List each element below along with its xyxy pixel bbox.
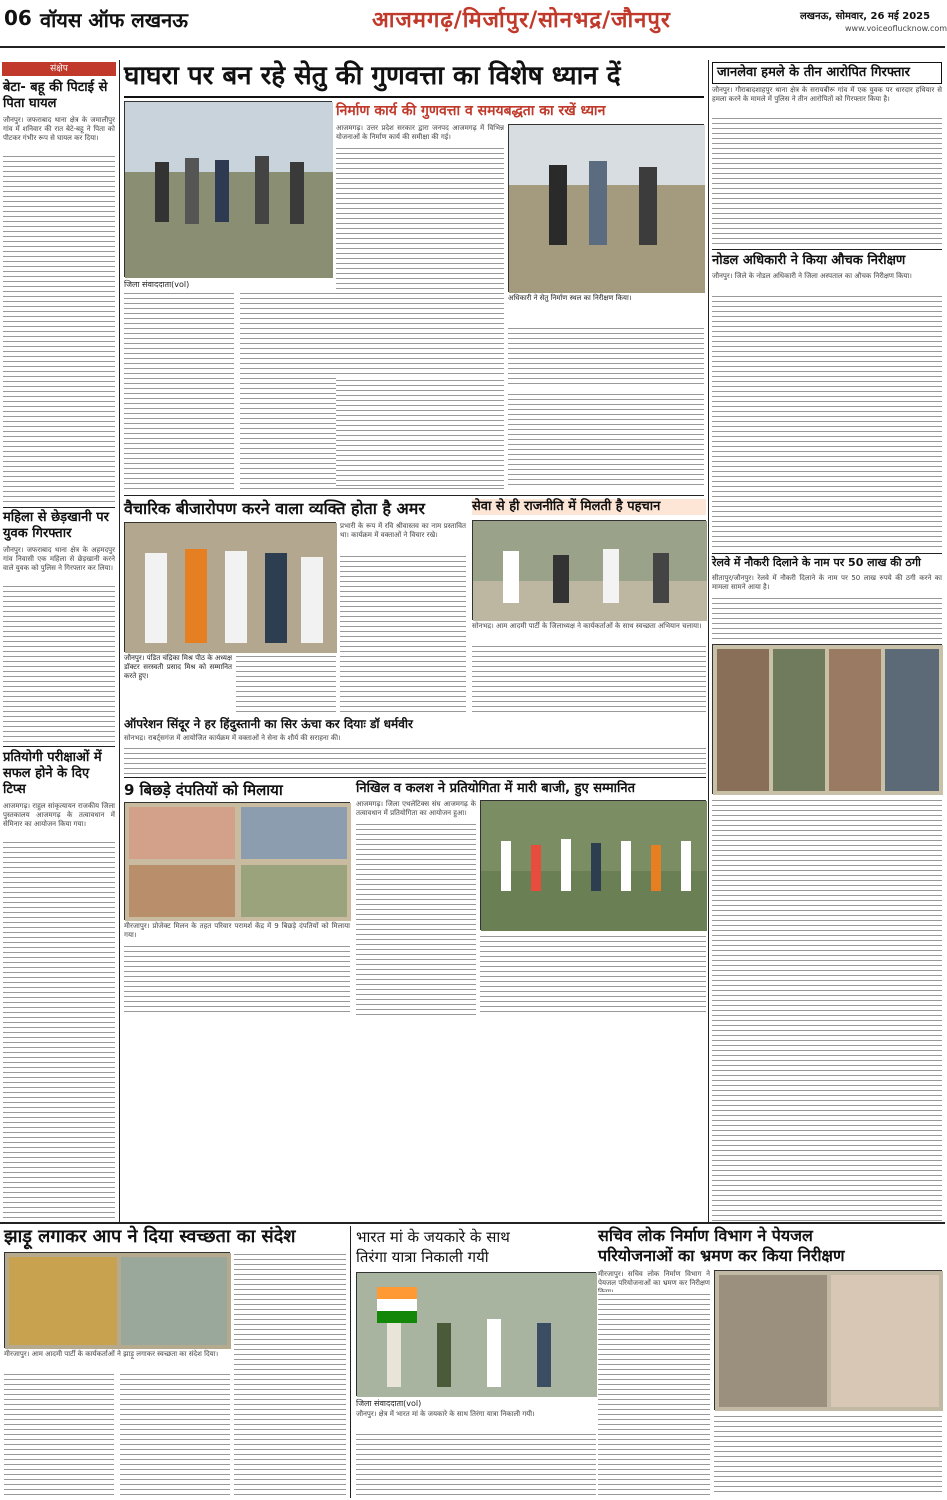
top-story-body-a bbox=[124, 291, 234, 491]
mid-body-1a bbox=[236, 654, 336, 712]
mid-body-5a bbox=[356, 822, 476, 1016]
district-banner: आजमगढ़/मिर्जापुर/सोनभद्र/जौनपुर bbox=[372, 8, 671, 33]
sidebar-lead-3: आजमगढ़। राहुल सांकृत्यायन राजकीय जिला पुस्तकालय आजमगढ़ के तत्वावधान में सेमिनार का आयोजन किया गया। bbox=[3, 802, 115, 828]
photo-illustration bbox=[509, 125, 705, 293]
sidebar-lead-2: जौनपुर। जफराबाद थाना क्षेत्र के अहमदपुर गांव निवासी एक महिला से छेड़खानी करने वाले युवक को पुलिस ने गिरफ्तार कर लिया। bbox=[3, 546, 115, 572]
photo-illustration bbox=[125, 523, 337, 653]
bottom-body-3a bbox=[598, 1292, 710, 1496]
photo-illustration bbox=[5, 1253, 231, 1349]
divider bbox=[712, 249, 942, 250]
right-lead-2: जौनपुर। जिले के नोडल अधिकारी ने जिला अस्पताल का औचक निरीक्षण किया। bbox=[712, 272, 912, 280]
photo-illustration bbox=[357, 1273, 597, 1397]
photo-illustration bbox=[481, 801, 707, 931]
right-headline-2[interactable]: नोडल अधिकारी ने किया औचक निरीक्षण bbox=[712, 253, 906, 268]
page-number: 06 bbox=[4, 6, 32, 30]
right-headline-3[interactable]: रेलवे में नौकरी दिलाने के नाम पर 50 लाख की ठगी bbox=[712, 556, 921, 569]
divider bbox=[3, 507, 115, 508]
mid-lead-2: सोनभद्र। आम आदमी पार्टी के जिलाध्यक्ष ने कार्यकर्ताओं के साथ स्वच्छता अभियान चलाया। bbox=[472, 622, 702, 630]
bottom-photo-1[interactable] bbox=[4, 1252, 230, 1348]
mid-lead-4: मीरजापुर। प्रोजेक्ट मिलन के तहत परिवार परामर्श केंद्र में 9 बिछड़े दंपतियों को मिलाया गया। bbox=[124, 922, 350, 939]
right-story-photos[interactable] bbox=[712, 644, 942, 794]
mid-photo-2[interactable] bbox=[472, 520, 706, 620]
mid-lead-5: आजमगढ़। जिला एथलेटिक्स संघ आजमगढ़ के तत्वावधान में प्रतियोगिता का आयोजन हुआ। bbox=[356, 800, 476, 817]
right-body-2 bbox=[712, 294, 942, 550]
photo-illustration bbox=[125, 803, 351, 921]
mid-headline-3[interactable]: ऑपरेशन सिंदूर ने हर हिंदुस्तानी का सिर ऊंचा कर दियाः डॉ धर्मवीर bbox=[124, 717, 413, 731]
sidebar-body-1 bbox=[3, 154, 115, 504]
mid-body-3 bbox=[124, 746, 706, 774]
top-story-body-b bbox=[240, 291, 350, 491]
photo-illustration bbox=[715, 1271, 943, 1411]
brief-label: संक्षेप bbox=[2, 62, 116, 76]
bottom-body-1a bbox=[4, 1372, 114, 1496]
bottom-headline-3b[interactable]: परियोजनाओं का भ्रमण कर किया निरीक्षण bbox=[598, 1246, 845, 1265]
mid-photo-4[interactable] bbox=[124, 802, 350, 920]
mid-caption-1: जौनपुर। पंडित चंद्रिका मिश्र पीठ के अध्यक्ष डॉक्टर सरस्वती प्रसाद मिश्र को सम्मानित करते हुए। bbox=[124, 654, 232, 680]
photo-caption: अधिकारी ने सेतु निर्माण स्थल का निरीक्षण किया। bbox=[508, 294, 632, 302]
sidebar-headline-2[interactable]: महिला से छेड़खानी पर युवक गिरफ्तार bbox=[3, 510, 109, 541]
column-rule bbox=[119, 60, 120, 1222]
column-rule bbox=[708, 60, 709, 1222]
bottom-lead-2: जौनपुर। क्षेत्र में भारत मां के जयकारे के साथ तिरंगा यात्रा निकाली गयी। bbox=[356, 1410, 535, 1418]
mid-headline-2[interactable]: सेवा से ही राजनीति में मिलती है पहचान bbox=[472, 499, 706, 515]
top-story-body-e bbox=[336, 378, 504, 486]
mid-lead-1: प्रभारी के रूप में रवि श्रीवास्तव का नाम प्रस्तावित था। कार्यक्रम में वक्ताओं ने विचार रखे। bbox=[340, 522, 466, 539]
top-story-headline[interactable]: घाघरा पर बन रहे सेतु की गुणवत्ता का विशेष ध्यान दें bbox=[124, 61, 621, 91]
sidebar-body-2 bbox=[3, 584, 115, 744]
right-lead-1: जौनपुर। गौराबादशाहपुर थाना क्षेत्र के सरायबीरू गांव में एक युवक पर धारदार हथियार से हमला करने के मामले में पुलिस ने तीन आरोपितों को गिरफ्तार किया है। bbox=[712, 86, 942, 103]
sidebar-headline-1[interactable]: बेटा- बहू की पिटाई से पिता घायल bbox=[3, 80, 108, 111]
top-story-subhead: निर्माण कार्य की गुणवत्ता व समयबद्धता का रखें ध्यान bbox=[336, 103, 606, 119]
bottom-body-2 bbox=[356, 1432, 596, 1496]
photo-illustration bbox=[473, 521, 707, 621]
mid-body-1b bbox=[340, 554, 466, 712]
top-story-photo[interactable] bbox=[124, 101, 332, 277]
right-body-3 bbox=[712, 596, 942, 640]
mid-headline-1[interactable]: वैचारिक बीजारोपण करने वाला व्यक्ति होता है अमर bbox=[124, 499, 425, 518]
divider bbox=[712, 553, 942, 554]
bottom-headline-3a[interactable]: सचिव लोक निर्माण विभाग ने पेयजल bbox=[598, 1226, 813, 1245]
bottom-headline-2a[interactable]: भारत मां के जयकारे के साथ bbox=[356, 1228, 510, 1246]
masthead bbox=[0, 0, 945, 48]
website[interactable]: www.voiceoflucknow.com bbox=[845, 24, 947, 33]
issue-date: लखनऊ, सोमवार, 26 मई 2025 bbox=[800, 11, 931, 22]
mid-body-2 bbox=[472, 644, 706, 712]
top-story-lead: आजमगढ़। उत्तर प्रदेश सरकार द्वारा जनपद आजमगढ़ में विभिन्न योजनाओं के निर्माण कार्य की समीक्षा की गई। bbox=[336, 124, 504, 141]
bottom-lead-3: मीरजापुर। सचिव लोक निर्माण विभाग ने पेयजल परियोजनाओं का भ्रमण कर निरीक्षण bbox=[598, 1270, 710, 1287]
sidebar-headline-3[interactable]: प्रतियोगी परीक्षाओं में सफल होने के दिए टिप्स bbox=[3, 750, 102, 797]
photo-credit: जिला संवाददाता(vol) bbox=[356, 1399, 422, 1408]
bottom-headline-1[interactable]: झाड़ू लगाकर आप ने दिया स्वच्छता का संदेश bbox=[4, 1226, 296, 1247]
mid-photo-1[interactable] bbox=[124, 522, 336, 652]
divider bbox=[124, 777, 706, 778]
top-story-photo-2[interactable] bbox=[508, 124, 704, 292]
divider bbox=[0, 1222, 945, 1224]
mid-photo-5[interactable] bbox=[480, 800, 706, 930]
bottom-photo-2[interactable] bbox=[356, 1272, 596, 1396]
sidebar-lead-1: जौनपुर। जफराबाद थाना क्षेत्र के जमालीपुर गांव में शनिवार की रात बेटे-बहू ने पिता को पीटकर गंभीर रूप से घायल कर दिया। bbox=[3, 116, 115, 142]
right-body-4 bbox=[712, 798, 942, 1222]
divider bbox=[3, 746, 115, 747]
right-headline-1[interactable]: जानलेवा हमले के तीन आरोपित गिरफ्तार bbox=[712, 62, 942, 84]
mid-lead-3: सोनभद्र। राबर्ट्सगंज में आयोजित कार्यक्रम में वक्ताओं ने सेना के शौर्य की सराहना की। bbox=[124, 734, 341, 742]
divider bbox=[124, 495, 704, 496]
bottom-lead-1: मीरजापुर। आम आदमी पार्टी के कार्यकर्ताओं ने झाड़ू लगाकर स्वच्छता का संदेश दिया। bbox=[4, 1350, 219, 1358]
mid-headline-5[interactable]: निखिल व कलश ने प्रतियोगिता में मारी बाजी, हुए सम्मानित bbox=[356, 781, 635, 796]
paper-name: वॉयस ऑफ लखनऊ bbox=[40, 8, 188, 32]
divider bbox=[124, 96, 704, 98]
right-lead-3: सीतापुर/जौनपुर। रेलवे में नौकरी दिलाने के नाम पर 50 लाख रुपये की ठगी करने का मामला सामने आया है। bbox=[712, 574, 942, 591]
bottom-photo-3[interactable] bbox=[714, 1270, 942, 1410]
bottom-body-3b bbox=[714, 1414, 942, 1496]
photo-illustration bbox=[713, 645, 943, 795]
column-rule bbox=[350, 1226, 351, 1498]
bottom-headline-2b[interactable]: तिरंगा यात्रा निकाली गयी bbox=[356, 1248, 489, 1266]
right-body-1 bbox=[712, 116, 942, 246]
sidebar-body-3 bbox=[3, 840, 115, 1220]
mid-body-4 bbox=[124, 944, 350, 1016]
bottom-body-1c bbox=[234, 1252, 346, 1496]
top-story-body-d bbox=[508, 326, 704, 386]
mid-headline-4[interactable]: 9 बिछड़े दंपतियों को मिलाया bbox=[124, 781, 283, 799]
photo-credit: जिला संवाददाता(vol) bbox=[124, 280, 190, 289]
mid-body-5b bbox=[480, 934, 706, 1016]
bottom-body-1b bbox=[120, 1372, 230, 1496]
top-story-body-f bbox=[508, 392, 704, 488]
photo-illustration bbox=[125, 102, 333, 278]
